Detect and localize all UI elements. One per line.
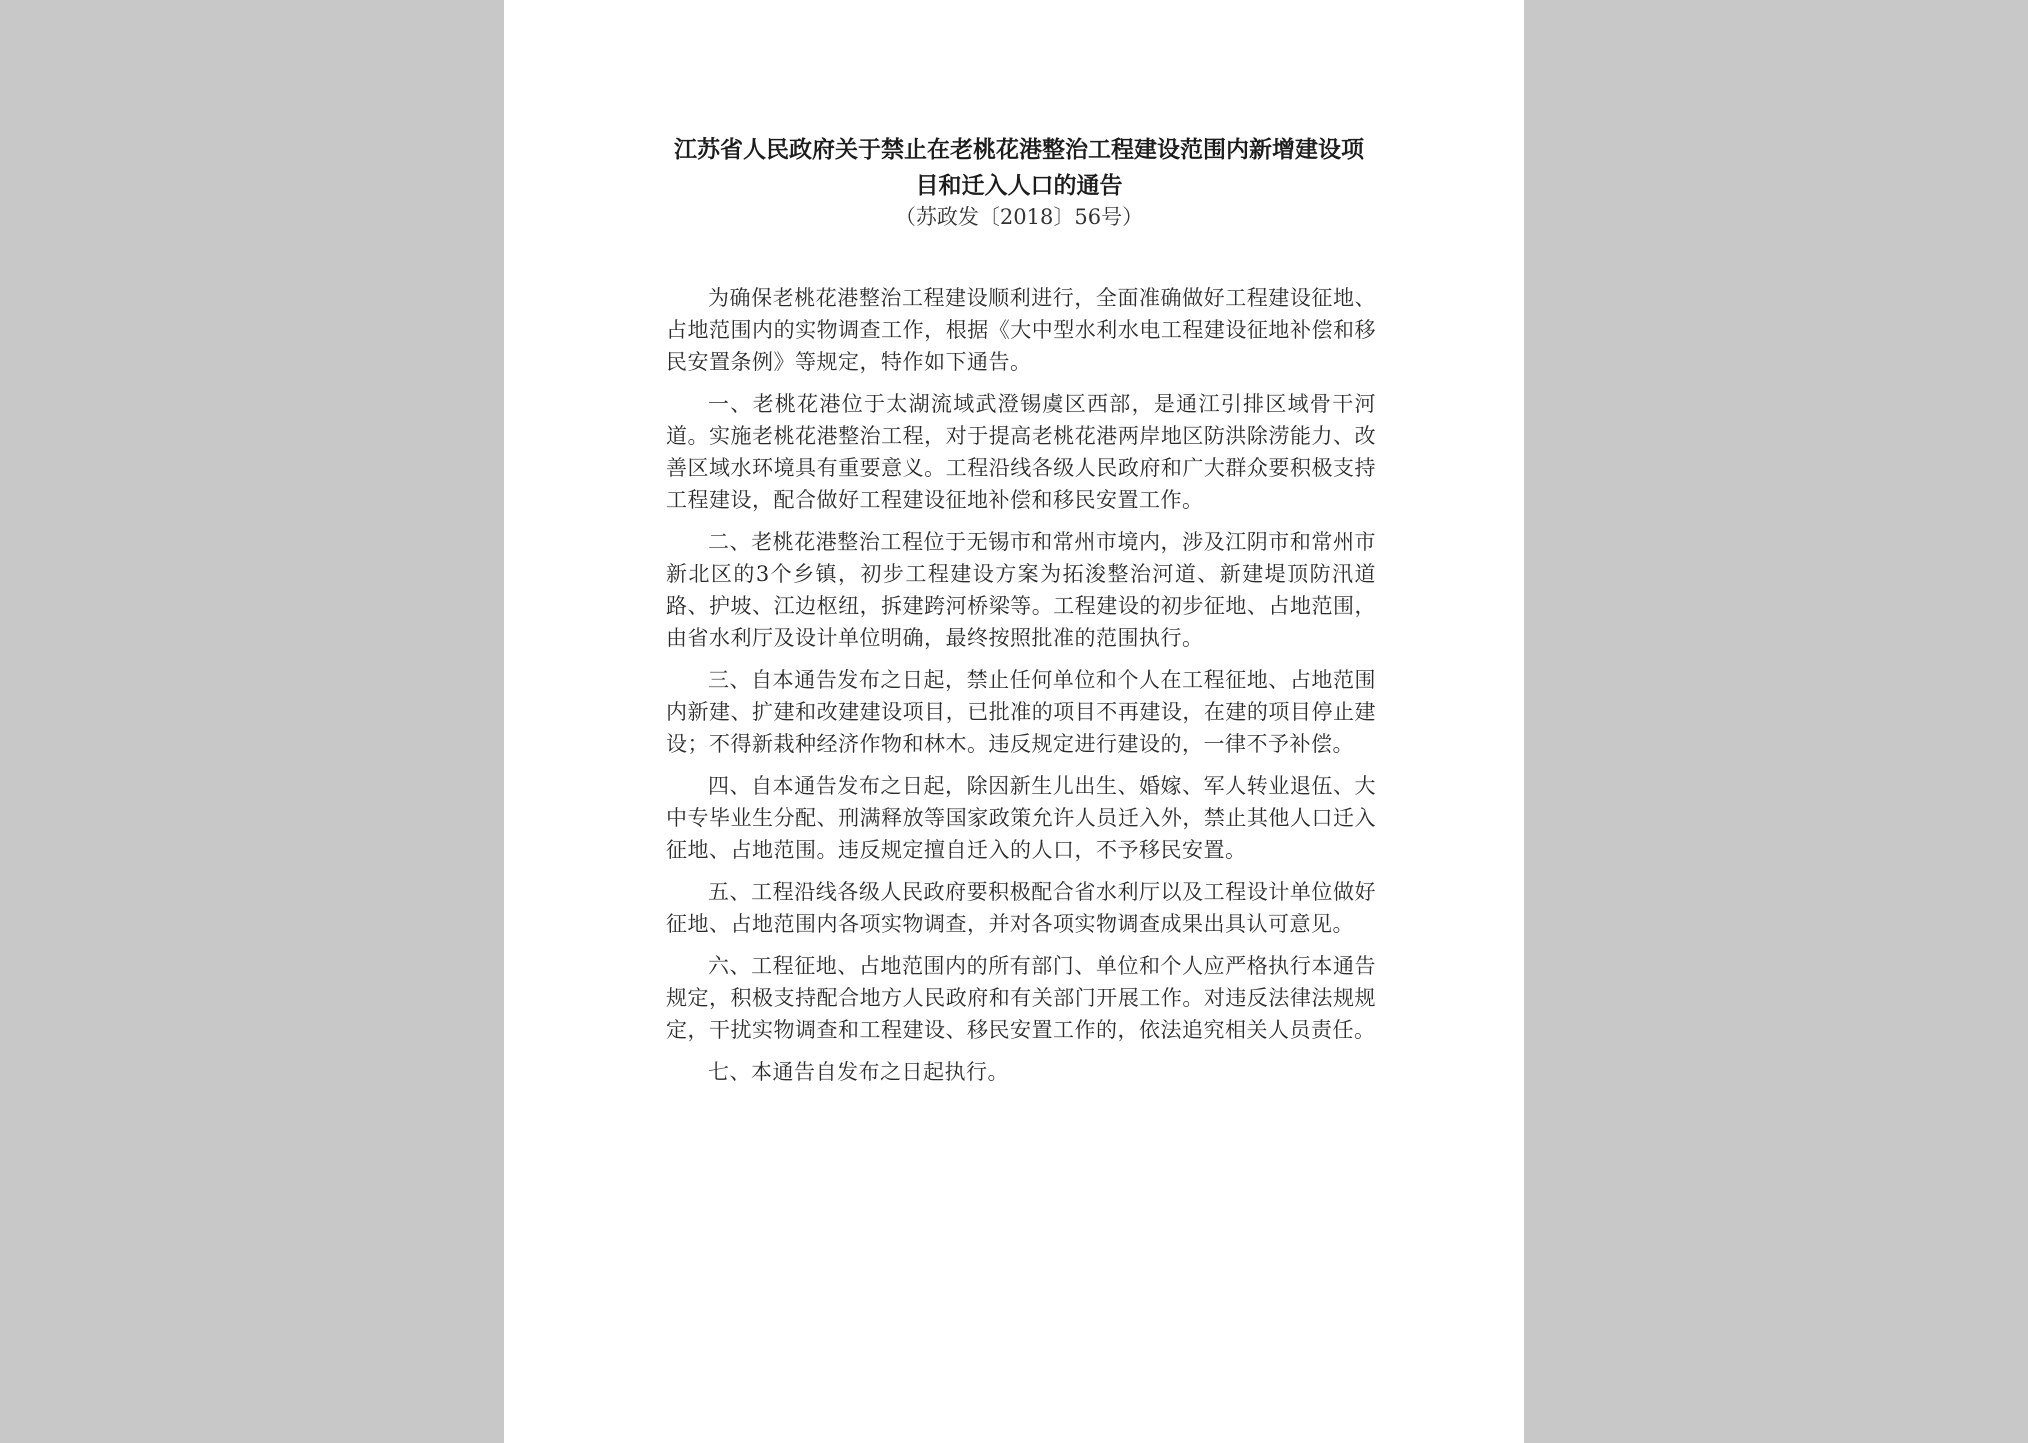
document-page	[504, 0, 1524, 1443]
paragraph-6: 六、工程征地、占地范围内的所有部门、单位和个人应严格执行本通告规定，积极支持配合地方人民政府和有关部门开展工作。对违反法律法规规定，干扰实物调查和工程建设、移民安置工作的，依法追究相关人员责任。	[666, 954, 1376, 1042]
paragraph-2: 二、老桃花港整治工程位于无锡市和常州市境内，涉及江阴市和常州市新北区的3个乡镇，初步工程建设方案为拓浚整治河道、新建堤顶防汛道路、护坡、江边枢纽，拆建跨河桥梁等。工程建设的初步征地、占地范围，由省水利厅及设计单位明确，最终按照批准的范围执行。	[666, 530, 1376, 650]
paragraph-7: 七、本通告自发布之日起执行。	[708, 1060, 1009, 1084]
paragraph-5: 五、工程沿线各级人民政府要积极配合省水利厅以及工程设计单位做好征地、占地范围内各项实物调查，并对各项实物调查成果出具认可意见。	[666, 880, 1376, 936]
paragraph-1: 一、老桃花港位于太湖流域武澄锡虞区西部，是通江引排区域骨干河道。实施老桃花港整治工程，对于提高老桃花港两岸地区防洪除涝能力、改善区域水环境具有重要意义。工程沿线各级人民政府和广大群众要积极支持工程建设，配合做好工程建设征地补偿和移民安置工作。	[666, 392, 1376, 512]
document-number: （苏政发〔2018〕56号）	[894, 205, 1144, 229]
paragraph-intro: 为确保老桃花港整治工程建设顺利进行，全面准确做好工程建设征地、占地范围内的实物调查工作，根据《大中型水利水电工程建设征地补偿和移民安置条例》等规定，特作如下通告。	[666, 286, 1376, 374]
document-title: 江苏省人民政府关于禁止在老桃花港整治工程建设范围内新增建设项目和迁入人口的通告	[674, 136, 1364, 199]
paragraph-3: 三、自本通告发布之日起，禁止任何单位和个人在工程征地、占地范围内新建、扩建和改建建设项目，已批准的项目不再建设，在建的项目停止建设；不得新栽种经济作物和林木。违反规定进行建设的，一律不予补偿。	[666, 668, 1376, 756]
document-body	[666, 282, 1376, 1098]
paragraph-4: 四、自本通告发布之日起，除因新生儿出生、婚嫁、军人转业退伍、大中专毕业生分配、刑满释放等国家政策允许人员迁入外，禁止其他人口迁入征地、占地范围。违反规定擅自迁入的人口，不予移民安置。	[666, 774, 1376, 862]
